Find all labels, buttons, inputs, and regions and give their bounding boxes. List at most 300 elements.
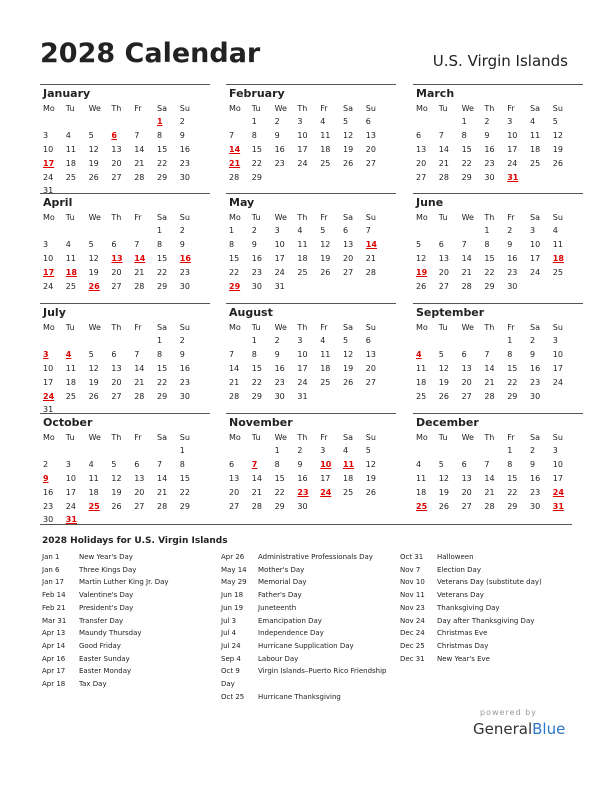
- day-cell: 13: [461, 363, 472, 373]
- day-cell: 11: [416, 363, 427, 373]
- day-cell: 23: [274, 377, 285, 387]
- day-cell: 11: [320, 130, 331, 140]
- day-cell: 25: [65, 391, 76, 401]
- weekday-header: Fr: [507, 433, 515, 442]
- day-cell: 10: [552, 349, 563, 359]
- day-cell: 6: [461, 349, 467, 359]
- day-cell: 4: [529, 117, 536, 126]
- generalblue-logo[interactable]: [473, 720, 565, 738]
- empty-day-cell: [413, 444, 436, 458]
- empty-day-cell: [481, 334, 504, 348]
- day-cell: 5: [88, 349, 94, 359]
- holiday-name: Virgin Islands–Puerto Rico Friendship Day: [221, 667, 387, 689]
- day-cell: 11: [297, 239, 308, 249]
- day-cell: 25: [529, 158, 541, 168]
- holiday-item: [400, 627, 575, 640]
- holiday-name: New Year's Day: [79, 553, 133, 561]
- day-cell: 1: [179, 446, 185, 455]
- holiday-day-cell: 24: [43, 391, 55, 401]
- holiday-date: Jul 3: [221, 616, 237, 625]
- holiday-column: [221, 551, 393, 703]
- weekday-header: Su: [179, 104, 190, 113]
- day-cell: 10: [507, 130, 518, 140]
- month-block: [226, 413, 396, 513]
- day-cell: 1: [507, 336, 513, 345]
- brand-blue: Blue: [532, 720, 566, 738]
- day-cell: 12: [438, 363, 449, 373]
- day-cell: 23: [179, 267, 190, 277]
- day-cell: 26: [416, 281, 427, 291]
- day-cell: 26: [438, 391, 449, 401]
- day-cell: 9: [179, 130, 185, 140]
- day-cell: 2: [179, 117, 185, 126]
- weekday-header: Th: [297, 213, 308, 222]
- empty-day-cell: [108, 224, 131, 238]
- day-cell: 3: [529, 226, 536, 235]
- day-cell: 18: [88, 487, 99, 497]
- weekday-header: Sa: [529, 433, 540, 442]
- holiday-day-cell: 10: [320, 459, 332, 469]
- holiday-date: Jun 19: [221, 603, 244, 612]
- empty-day-cell: [436, 444, 459, 458]
- day-cell: 21: [365, 253, 376, 263]
- holiday-name: Labour Day: [258, 654, 299, 663]
- holiday-date: Apr 17: [42, 667, 66, 676]
- holiday-name: Maundy Thursday: [79, 629, 142, 638]
- day-cell: 24: [297, 158, 308, 168]
- day-cell: 9: [297, 459, 303, 469]
- day-cell: 7: [365, 226, 371, 235]
- day-cell: 14: [229, 363, 240, 373]
- day-cell: 17: [297, 363, 308, 373]
- weekday-header: Tu: [438, 323, 448, 332]
- day-cell: 19: [88, 377, 99, 387]
- holiday-column: [400, 551, 575, 665]
- day-cell: 7: [134, 349, 140, 359]
- day-cell: 9: [274, 349, 280, 359]
- day-cell: 15: [274, 473, 285, 483]
- day-cell: 11: [552, 239, 563, 249]
- empty-day-cell: [226, 444, 249, 458]
- month-name: May: [229, 196, 255, 209]
- holiday-day-cell: 13: [111, 253, 123, 263]
- holiday-item: [42, 589, 217, 602]
- day-cell: 2: [274, 117, 280, 126]
- weekday-header: Sa: [342, 104, 353, 113]
- day-cell: 25: [65, 172, 76, 182]
- holiday-item: [42, 576, 217, 589]
- day-cell: 28: [134, 172, 145, 182]
- weekday-header: We: [274, 323, 287, 332]
- holiday-day-cell: 25: [416, 501, 428, 511]
- holiday-date: Oct 9: [221, 667, 240, 676]
- day-cell: 8: [251, 130, 257, 140]
- day-cell: 12: [552, 130, 563, 140]
- day-cell: 26: [88, 172, 99, 182]
- holiday-item: [400, 653, 575, 666]
- weekday-header: Mo: [43, 433, 55, 442]
- day-cell: 5: [342, 117, 349, 126]
- holiday-day-cell: 29: [229, 281, 241, 291]
- empty-day-cell: [249, 444, 272, 458]
- day-cell: 11: [65, 253, 76, 263]
- day-cell: 29: [251, 391, 262, 401]
- day-cell: 10: [43, 253, 54, 263]
- month-rule: [40, 303, 210, 304]
- day-cell: 19: [342, 144, 354, 154]
- day-cell: 8: [507, 349, 513, 359]
- day-cell: 16: [179, 144, 190, 154]
- holiday-name: Good Friday: [79, 641, 121, 650]
- day-cell: 10: [297, 349, 308, 359]
- month-days-grid: [413, 103, 583, 184]
- empty-day-cell: [63, 115, 86, 129]
- weekday-header: We: [461, 104, 474, 113]
- day-cell: 28: [156, 501, 168, 511]
- holiday-name: Hurricane Supplication Day: [258, 641, 354, 650]
- day-cell: 20: [134, 487, 145, 497]
- day-cell: 29: [179, 501, 190, 511]
- day-cell: 14: [251, 473, 262, 483]
- month-days-grid: [40, 103, 210, 198]
- weekday-header: Th: [111, 323, 122, 332]
- day-cell: 25: [416, 391, 427, 401]
- day-cell: 28: [229, 391, 240, 401]
- day-cell: 3: [274, 226, 280, 235]
- day-cell: 3: [65, 459, 71, 469]
- day-cell: 20: [416, 158, 427, 168]
- day-cell: 8: [251, 349, 257, 359]
- weekday-header: Fr: [320, 104, 328, 113]
- day-cell: 22: [179, 487, 190, 497]
- holiday-item: [400, 640, 575, 653]
- holiday-date: Nov 24: [400, 616, 425, 625]
- month-block: [413, 84, 583, 184]
- day-cell: 13: [416, 144, 427, 154]
- day-cell: 16: [507, 253, 518, 263]
- day-cell: 20: [229, 487, 240, 497]
- holiday-item: [221, 576, 393, 589]
- day-cell: 28: [365, 267, 376, 277]
- weekday-header: Th: [111, 433, 122, 442]
- day-cell: 7: [229, 130, 235, 140]
- month-days-grid: [226, 322, 396, 403]
- day-cell: 8: [274, 459, 280, 469]
- weekday-header: Fr: [507, 213, 515, 222]
- holiday-day-cell: 7: [251, 459, 258, 469]
- weekday-header: Mo: [229, 433, 241, 442]
- day-cell: 27: [342, 267, 354, 277]
- day-cell: 16: [529, 363, 541, 373]
- weekday-header: Th: [484, 213, 495, 222]
- weekday-header: Fr: [134, 433, 142, 442]
- weekday-header: We: [461, 433, 474, 442]
- day-cell: 18: [297, 253, 308, 263]
- day-cell: 15: [251, 363, 262, 373]
- weekday-header: Mo: [229, 104, 241, 113]
- day-cell: 1: [507, 446, 513, 455]
- day-cell: 25: [320, 158, 331, 168]
- empty-day-cell: [108, 115, 131, 129]
- day-cell: 17: [297, 144, 308, 154]
- holiday-name: Mother's Day: [258, 565, 305, 574]
- holiday-item: [42, 678, 217, 691]
- day-cell: 21: [134, 267, 145, 277]
- day-cell: 6: [365, 117, 371, 126]
- day-cell: 14: [484, 363, 495, 373]
- holiday-day-cell: 18: [552, 253, 564, 263]
- holiday-item: [400, 551, 575, 564]
- day-cell: 16: [297, 473, 308, 483]
- day-cell: 13: [111, 363, 122, 373]
- day-cell: 21: [229, 377, 240, 387]
- day-cell: 15: [156, 253, 168, 263]
- day-cell: 27: [111, 281, 122, 291]
- day-cell: 10: [274, 239, 285, 249]
- day-cell: 15: [507, 473, 518, 483]
- holiday-name: Administrative Professionals Day: [258, 553, 373, 561]
- day-cell: 31: [274, 281, 285, 291]
- month-days-grid: [413, 212, 583, 293]
- day-cell: 14: [461, 253, 472, 263]
- month-days-grid: [40, 432, 210, 527]
- day-cell: 20: [365, 144, 376, 154]
- holiday-item: [42, 564, 217, 577]
- day-cell: 7: [229, 349, 235, 359]
- day-cell: 16: [484, 144, 495, 154]
- day-cell: 12: [88, 144, 99, 154]
- day-cell: 23: [274, 158, 285, 168]
- day-cell: 26: [438, 501, 449, 511]
- month-rule: [226, 303, 396, 304]
- day-cell: 21: [134, 158, 145, 168]
- month-days-grid: [226, 212, 396, 293]
- day-cell: 2: [251, 226, 257, 235]
- day-cell: 9: [251, 239, 257, 249]
- holiday-name: Three Kings Day: [79, 565, 137, 574]
- holiday-name: Easter Monday: [79, 667, 132, 676]
- weekday-header: Mo: [43, 323, 55, 332]
- day-cell: 27: [365, 377, 376, 387]
- day-cell: 26: [552, 158, 563, 168]
- day-cell: 29: [484, 281, 495, 291]
- day-cell: 27: [111, 391, 122, 401]
- day-cell: 30: [251, 281, 262, 291]
- weekday-header: Mo: [43, 104, 55, 113]
- day-cell: 11: [65, 363, 76, 373]
- weekday-header: We: [461, 213, 474, 222]
- weekday-header: Tu: [65, 433, 75, 442]
- holiday-item: [221, 627, 393, 640]
- empty-day-cell: [131, 444, 154, 458]
- day-cell: 2: [179, 336, 185, 345]
- empty-day-cell: [40, 444, 63, 458]
- weekday-header: Tu: [65, 104, 75, 113]
- day-cell: 2: [43, 459, 49, 469]
- day-cell: 2: [484, 117, 490, 126]
- weekday-header: Tu: [438, 433, 448, 442]
- day-cell: 17: [65, 487, 76, 497]
- day-cell: 23: [251, 267, 262, 277]
- empty-day-cell: [40, 334, 63, 348]
- weekday-header: Tu: [65, 323, 75, 332]
- month-block: [226, 193, 396, 293]
- day-cell: 13: [111, 144, 122, 154]
- weekday-header: Su: [179, 213, 190, 222]
- day-cell: 6: [111, 239, 117, 249]
- day-cell: 31: [297, 391, 308, 401]
- holiday-item: [221, 615, 393, 628]
- day-cell: 23: [179, 377, 190, 387]
- day-cell: 19: [320, 253, 331, 263]
- day-cell: 22: [251, 377, 262, 387]
- day-cell: 12: [438, 473, 449, 483]
- holiday-name: Juneteenth: [258, 603, 297, 612]
- day-cell: 12: [365, 459, 376, 469]
- day-cell: 17: [529, 253, 541, 263]
- day-cell: 21: [251, 487, 262, 497]
- holiday-day-cell: 23: [297, 487, 309, 497]
- day-cell: 27: [438, 281, 449, 291]
- holiday-day-cell: 17: [43, 158, 55, 168]
- holiday-date: Nov 11: [400, 591, 425, 600]
- empty-day-cell: [436, 224, 459, 238]
- day-cell: 3: [43, 130, 49, 140]
- weekday-header: Mo: [229, 323, 241, 332]
- day-cell: 4: [88, 459, 94, 469]
- day-cell: 27: [134, 501, 145, 511]
- holiday-date: Jul 24: [221, 641, 241, 650]
- day-cell: 29: [156, 391, 168, 401]
- holiday-item: [42, 615, 217, 628]
- day-cell: 31: [43, 405, 54, 415]
- day-cell: 25: [65, 281, 76, 291]
- day-cell: 1: [229, 226, 235, 235]
- day-cell: 19: [88, 267, 99, 277]
- day-cell: 29: [507, 391, 518, 401]
- weekday-header: Su: [365, 213, 376, 222]
- day-cell: 3: [507, 117, 513, 126]
- day-cell: 9: [529, 459, 536, 469]
- weekday-header: Th: [484, 433, 495, 442]
- month-days-grid: [226, 432, 396, 513]
- day-cell: 12: [88, 253, 99, 263]
- day-cell: 18: [320, 363, 331, 373]
- day-cell: 27: [461, 501, 472, 511]
- day-cell: 7: [484, 349, 490, 359]
- empty-day-cell: [86, 224, 109, 238]
- day-cell: 13: [365, 130, 376, 140]
- day-cell: 25: [297, 267, 308, 277]
- holiday-item: [400, 589, 575, 602]
- holiday-item: [221, 691, 393, 704]
- day-cell: 17: [507, 144, 518, 154]
- weekday-header: Tu: [438, 213, 448, 222]
- holiday-date: Jan 17: [42, 578, 64, 587]
- day-cell: 8: [484, 239, 490, 249]
- day-cell: 7: [156, 459, 163, 469]
- day-cell: 9: [484, 130, 490, 140]
- day-cell: 9: [529, 349, 536, 359]
- day-cell: 18: [416, 487, 427, 497]
- day-cell: 22: [156, 267, 168, 277]
- day-cell: 3: [320, 446, 326, 455]
- holiday-date: Oct 25: [221, 692, 245, 701]
- weekday-header: Th: [111, 213, 122, 222]
- day-cell: 8: [229, 239, 235, 249]
- month-days-grid: [40, 322, 210, 417]
- weekday-header: Fr: [134, 213, 142, 222]
- holiday-day-cell: 31: [507, 172, 519, 182]
- month-rule: [226, 413, 396, 414]
- day-cell: 28: [251, 501, 262, 511]
- weekday-header: Sa: [156, 433, 167, 442]
- holiday-name: Emancipation Day: [258, 616, 322, 625]
- empty-day-cell: [131, 224, 154, 238]
- weekday-header: Sa: [342, 323, 353, 332]
- month-name: October: [43, 416, 93, 429]
- empty-day-cell: [413, 224, 436, 238]
- holiday-date: Oct 31: [400, 553, 424, 561]
- weekday-header: Su: [179, 323, 190, 332]
- month-rule: [40, 193, 210, 194]
- weekday-header: Th: [484, 104, 495, 113]
- day-cell: 27: [461, 391, 472, 401]
- day-cell: 4: [320, 117, 326, 126]
- day-cell: 29: [156, 172, 168, 182]
- day-cell: 12: [111, 473, 122, 483]
- day-cell: 20: [461, 377, 472, 387]
- holiday-name: Halloween: [437, 553, 474, 561]
- day-cell: 15: [507, 363, 518, 373]
- holiday-name: Election Day: [437, 565, 481, 574]
- day-cell: 18: [320, 144, 331, 154]
- weekday-header: Th: [297, 104, 308, 113]
- day-cell: 10: [297, 130, 308, 140]
- day-cell: 28: [134, 281, 145, 291]
- day-cell: 6: [134, 459, 140, 469]
- day-cell: 5: [365, 446, 371, 455]
- weekday-header: Fr: [134, 323, 142, 332]
- weekday-header: Su: [552, 323, 563, 332]
- day-cell: 20: [111, 267, 122, 277]
- holiday-item: [42, 602, 217, 615]
- weekday-header: We: [88, 104, 101, 113]
- day-cell: 6: [365, 336, 371, 345]
- day-cell: 2: [179, 226, 185, 235]
- day-cell: 9: [274, 130, 280, 140]
- month-rule: [413, 413, 583, 414]
- day-cell: 30: [43, 515, 54, 525]
- holiday-item: [400, 564, 575, 577]
- holiday-day-cell: 25: [88, 501, 100, 511]
- holiday-item: [42, 640, 217, 653]
- day-cell: 10: [43, 144, 54, 154]
- holiday-day-cell: 18: [65, 267, 77, 277]
- weekday-header: We: [274, 104, 287, 113]
- day-cell: 1: [251, 117, 257, 126]
- day-cell: 17: [552, 363, 563, 373]
- day-cell: 22: [484, 267, 495, 277]
- holiday-item: [221, 602, 393, 615]
- day-cell: 28: [484, 391, 495, 401]
- day-cell: 24: [297, 377, 308, 387]
- day-cell: 3: [297, 117, 303, 126]
- day-cell: 28: [484, 501, 495, 511]
- day-cell: 27: [365, 158, 376, 168]
- day-cell: 20: [365, 363, 376, 373]
- month-name: December: [416, 416, 479, 429]
